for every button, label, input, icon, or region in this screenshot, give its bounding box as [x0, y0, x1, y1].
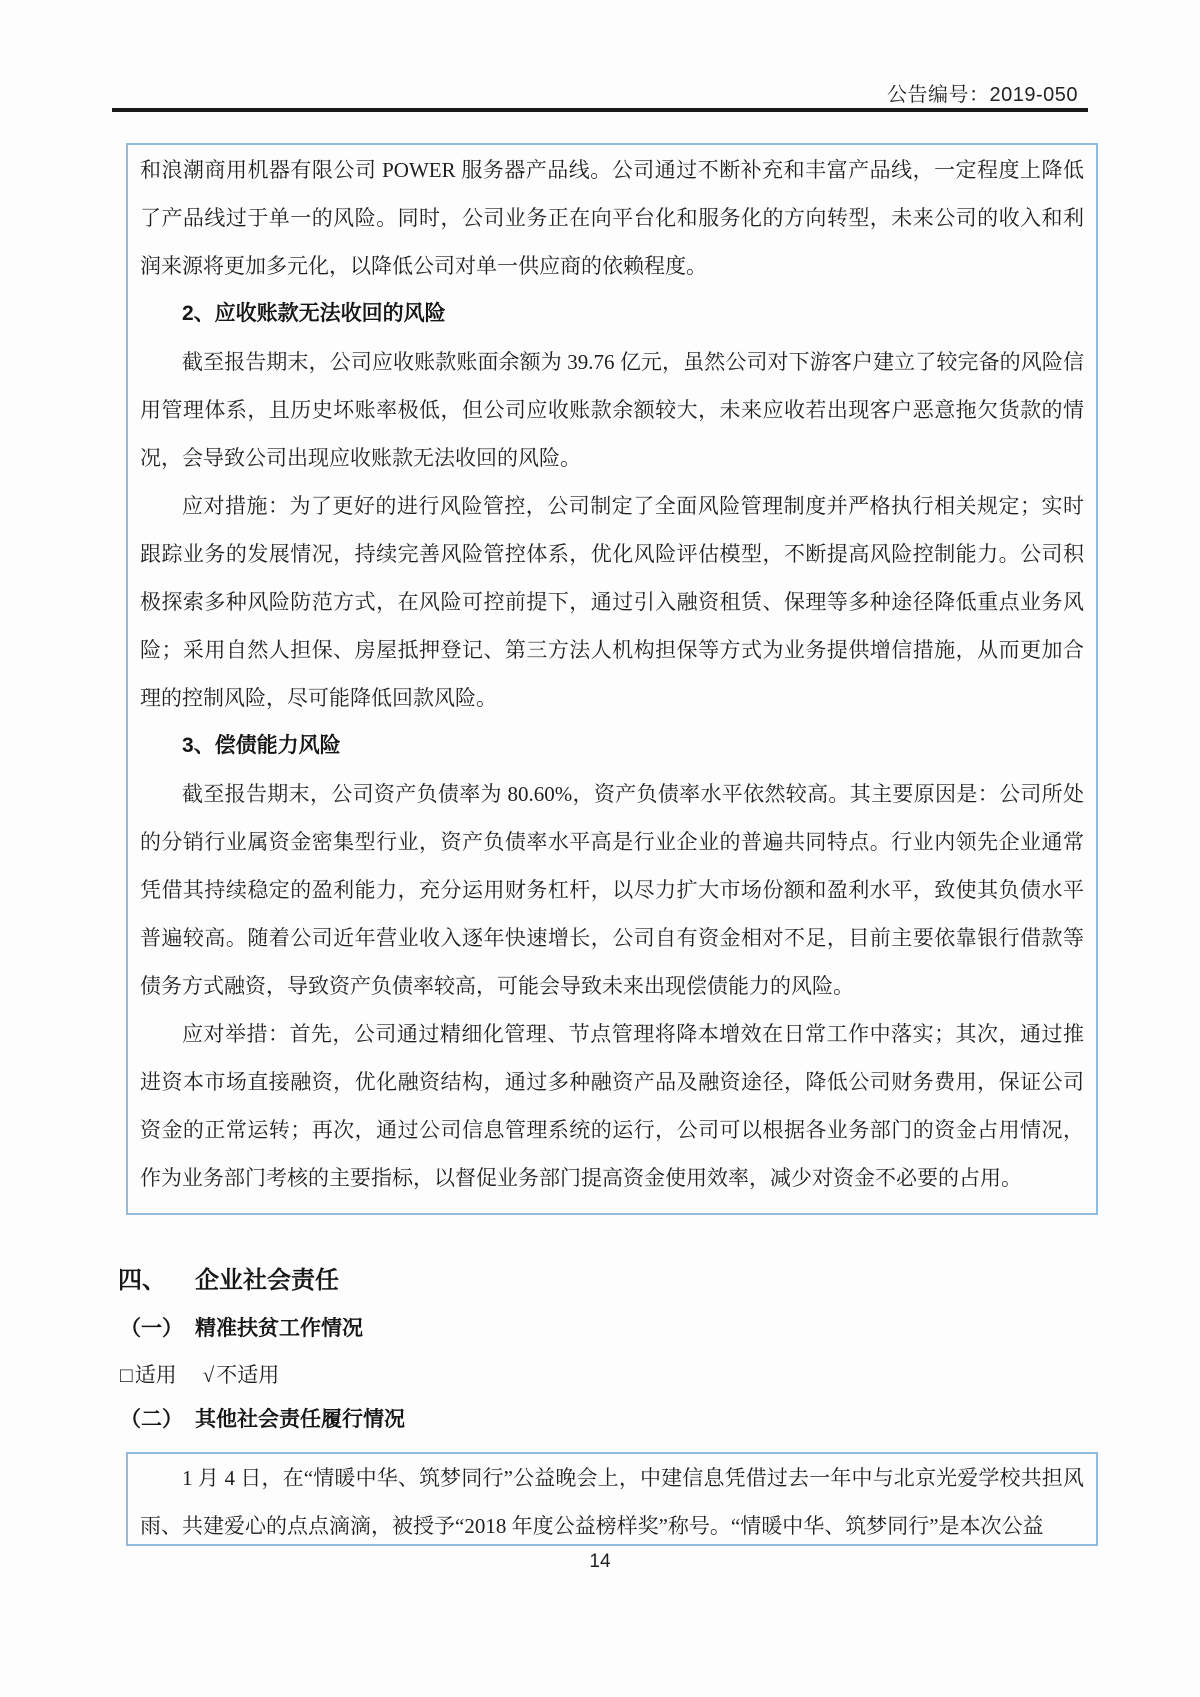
- subsection-title: 其他社会责任履行情况: [195, 1408, 405, 1431]
- subsection-heading-poverty-alleviation: [120, 1312, 363, 1342]
- subsection-number: （一）: [120, 1317, 183, 1340]
- solvency-countermeasures-paragraph: 应对举措：首先，公司通过精细化管理、节点管理将降本增效在日常工作中落实；其次，通过推进资本市场直接融资，优化融资结构，通过多种融资产品及融资途径，降低公司财务费用，保证公司资金的正常运转；再次，通过公司信息管理系统的运行，公司可以根据各业务部门的资金占用情况，作为业务部门考核的主要指标，以督促业务部门提高资金使用效率，减少对资金不必要的占用。: [140, 1022, 1084, 1190]
- subsection-heading-other-responsibility: [120, 1403, 405, 1433]
- social-note-box: [126, 1452, 1098, 1546]
- risk-heading-receivables: 2、应收账款无法收回的风险: [182, 302, 446, 325]
- solvency-risk-paragraph: 截至报告期末，公司资产负债率为 80.60%，资产负债率水平依然较高。其主要原因是：公司所处的分销行业属资金密集型行业，资产负债率水平高是行业企业的普遍共同特点。行业内领先企业通常凭借其持续稳定的盈利能力，充分运用财务杠杆，以尽力扩大市场份额和盈利水平，致使其负债水平普遍较高。随着公司近年营业收入逐年快速增长，公司自有资金相对不足，目前主要依靠银行借款等债务方式融资，导致资产负债率较高，可能会导致未来出现偿债能力的风险。: [140, 782, 1084, 998]
- checkmark-icon: √: [202, 1363, 215, 1387]
- subsection-number: （二）: [120, 1408, 183, 1431]
- section-number: 四、: [118, 1267, 166, 1294]
- social-note-paragraph: 1 月 4 日，在“情暖中华、筑梦同行”公益晚会上，中建信息凭借过去一年中与北京光爱学校共担风雨、共建爱心的点点滴滴，被授予“2018 年度公益榜样奖”称号。“情暖中华、筑梦同行”是本次公益: [140, 1466, 1084, 1538]
- header-rule: [112, 108, 1088, 112]
- risk-section-box: [126, 143, 1098, 1215]
- section-title: 企业社会责任: [195, 1267, 339, 1294]
- risk-heading-solvency: 3、偿债能力风险: [182, 734, 341, 757]
- section-heading-social-responsibility: [118, 1260, 339, 1295]
- applicable-label: 适用: [134, 1363, 177, 1387]
- receivables-risk-paragraph: 截至报告期末，公司应收账款账面余额为 39.76 亿元，虽然公司对下游客户建立了较完备的风险信用管理体系，且历史坏账率极低，但公司应收账款余额较大，未来应收若出现客户恶意拖欠货款的情况，会导致公司出现应收账款无法收回的风险。: [140, 350, 1084, 470]
- checkbox-empty-icon: □: [120, 1363, 133, 1387]
- not-applicable-label: 不适用: [216, 1363, 280, 1387]
- page-number: 14: [589, 1551, 611, 1572]
- risk-intro-paragraph: 和浪潮商用机器有限公司 POWER 服务器产品线。公司通过不断补充和丰富产品线，一定程度上降低了产品线过于单一的风险。同时，公司业务正在向平台化和服务化的方向转型，未来公司的收入和利润来源将更加多元化，以降低公司对单一供应商的依赖程度。: [140, 158, 1084, 278]
- applicability-line: [120, 1360, 279, 1390]
- announcement-number: 公告编号：2019-050: [886, 84, 1078, 106]
- receivables-countermeasures-paragraph: 应对措施：为了更好的进行风险管控，公司制定了全面风险管理制度并严格执行相关规定；实时跟踪业务的发展情况，持续完善风险管控体系，优化风险评估模型，不断提高风险控制能力。公司积极探索多种风险防范方式，在风险可控前提下，通过引入融资租赁、保理等多种途径降低重点业务风险；采用自然人担保、房屋抵押登记、第三方法人机构担保等方式为业务提供增信措施，从而更加合理的控制风险，尽可能降低回款风险。: [140, 494, 1084, 710]
- subsection-title: 精准扶贫工作情况: [195, 1317, 363, 1340]
